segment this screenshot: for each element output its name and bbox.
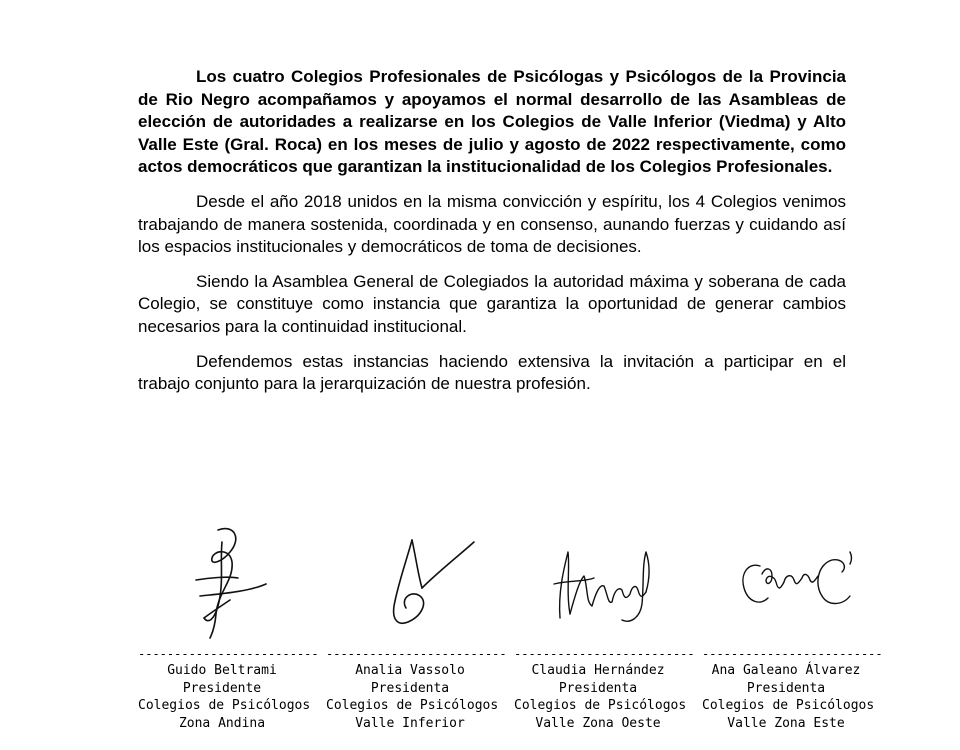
signatory-zone: Valle Inferior (355, 715, 465, 731)
signature-claudia-hernandez (514, 522, 695, 732)
signatory-role: Presidente (182, 680, 262, 696)
signatory-name: Ana Galeano Álvarez (711, 663, 861, 678)
signatory-name: Analia Vassolo (355, 663, 465, 678)
signatory-role: Presidenta (558, 680, 638, 696)
signatory-org: Colegios de Psicólogos (702, 698, 875, 713)
handwritten-signature-2 (326, 522, 494, 642)
handwritten-signature-4 (702, 522, 870, 642)
signatory-name: Claudia Hernández (531, 663, 665, 678)
signatory-org: Colegios de Psicólogos (138, 698, 311, 713)
signatory-info (326, 662, 499, 732)
signatory-info (138, 662, 311, 732)
signatory-org: Colegios de Psicólogos (326, 698, 499, 713)
paragraph-1: Los cuatro Colegios Profesionales de Psicólogas y Psicólogos de la Provincia de Rio Negro acompañamos y apoyamos el normal desarrollo de las Asambleas de elección de autoridades a realizarse en los Colegios de Valle Inferior (Viedma) y Alto Valle Este (Gral. Roca) en los meses de julio y agosto de 2022 respectivamente, como actos democráticos que garantizan la institucionalidad de los Colegios Profesionales. (138, 67, 846, 177)
signature-line: ------------------------- (702, 647, 883, 661)
signatory-zone: Zona Andina (178, 715, 266, 731)
signatory-zone: Valle Zona Oeste (535, 715, 661, 731)
signature-line: ------------------------- (514, 647, 695, 661)
signature-guido-beltrami (138, 522, 319, 732)
paragraph-2: Desde el año 2018 unidos en la misma convicción y espíritu, los 4 Colegios venimos trabajando de manera sostenida, coordinada y en consenso, aunando fuerzas y cuidando así los espacios institucionales y democráticos de toma de decisiones. (138, 191, 846, 257)
signatory-org: Colegios de Psicólogos (514, 698, 687, 713)
signatory-role: Presidenta (746, 680, 826, 696)
signatory-info (702, 662, 875, 732)
signatory-name: Guido Beltrami (167, 663, 277, 678)
handwritten-signature-3 (514, 522, 682, 642)
signature-line: ------------------------- (326, 647, 507, 661)
signatory-zone: Valle Zona Este (727, 715, 845, 731)
signatory-info (514, 662, 687, 732)
handwritten-signature-1 (138, 522, 306, 642)
letter-body (138, 66, 846, 408)
paragraph-3: Siendo la Asamblea General de Colegiados la autoridad máxima y soberana de cada Colegio, se constituye como instancia que garantiza la oportunidad de generar cambios necesarios para la continuidad institucional. (138, 271, 846, 336)
signature-analia-vassolo (326, 522, 507, 732)
paragraph-4: Defendemos estas instancias haciendo extensiva la invitación a participar en el trabajo conjunto para la jerarquización de nuestra profesión. (138, 351, 846, 394)
signatory-role: Presidenta (370, 680, 450, 696)
signature-block (138, 522, 883, 750)
signature-line: ------------------------- (138, 647, 319, 661)
signature-ana-galeano-alvarez (702, 522, 883, 732)
